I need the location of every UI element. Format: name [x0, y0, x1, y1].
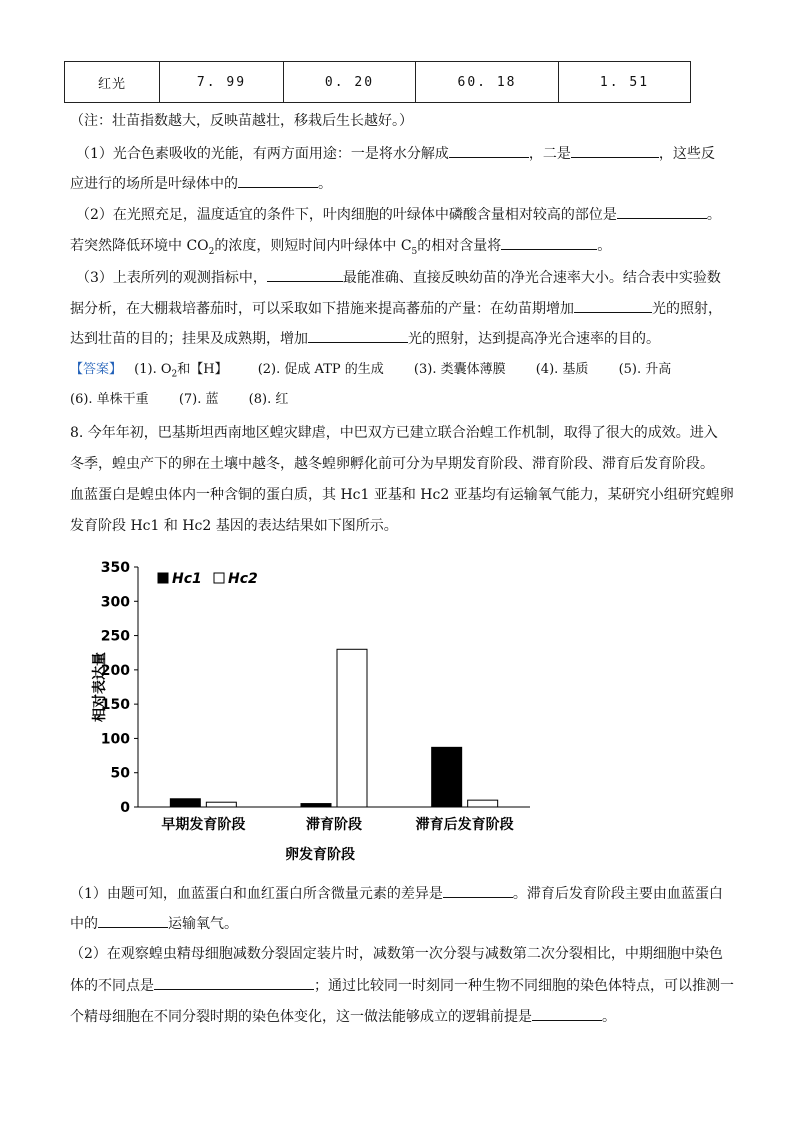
text: （2）在光照充足，温度适宜的条件下，叶肉细胞的叶绿体中磷酸含量相对较高的部位是 [76, 207, 617, 223]
text: ；通过比较同一时刻同一种生物不同细胞的染色体特点，可以推测一 [314, 978, 734, 994]
text: 。滞育后发育阶段主要由血蓝蛋白 [512, 886, 723, 902]
answer-blank[interactable] [532, 1006, 602, 1021]
answer-item: (2). 促成 ATP 的生成 [257, 362, 384, 377]
answer-blank[interactable] [443, 883, 513, 898]
x-axis-label: 卵发育阶段 [285, 847, 355, 863]
answer-blank[interactable] [501, 235, 597, 250]
question-8-line-1: 8. 今年年初，巴基斯坦西南地区蝗灾肆虐，中巴双方已建立联合治蝗工作机制，取得了很大的成效。进入 [70, 425, 718, 441]
text: 。 [706, 207, 721, 223]
subscript: 2 [208, 246, 215, 257]
bar-hc2 [337, 649, 367, 807]
y-tick-label: 0 [120, 800, 130, 816]
text: 中的 [70, 916, 98, 932]
text: （1）光合色素吸收的光能，有两方面用途：一是将水分解成 [76, 146, 449, 162]
text: 最能准确、直接反映幼苗的净光合速率大小。结合表中实验数 [342, 270, 721, 286]
text: 的相对含量将 [417, 238, 502, 254]
text: （3）上表所列的观测指标中， [76, 270, 267, 286]
answer-item: (4). 基质 [535, 362, 589, 377]
text: 。 [597, 238, 612, 254]
y-tick-label: 300 [100, 594, 130, 611]
x-tick-label: 滞育阶段 [306, 817, 362, 833]
y-tick-label: 150 [100, 697, 130, 714]
question-2-line-1 [76, 204, 721, 225]
legend-label: Hc1 [172, 571, 202, 587]
text: 应进行的场所是叶绿体中的 [70, 176, 238, 192]
answer-blank[interactable] [154, 975, 314, 990]
bar-hc1 [301, 804, 331, 807]
sub-question-1-line-2 [70, 913, 238, 934]
answer-item: (6). 单株干重 [70, 392, 149, 407]
answer-tag: 【答案】 [70, 362, 123, 377]
sub-question-2-line-1: （2）在观察蝗虫精母细胞减数分裂固定装片时，减数第一次分裂与减数第二次分裂相比，中期细胞中染色 [70, 946, 723, 962]
table-cell: 红光 [65, 62, 160, 103]
x-tick-label: 早期发育阶段 [161, 817, 246, 833]
answer-blank[interactable] [98, 913, 168, 928]
text: 据分析，在大棚栽培蕃茄时，可以采取如下措施来提高蕃茄的产量：在幼苗期增加 [70, 301, 574, 317]
legend-swatch [214, 573, 224, 583]
sub-question-1-line-1 [70, 883, 723, 904]
sub-question-2-line-3 [70, 1006, 616, 1027]
text: 若突然降低环境中 CO [70, 238, 209, 254]
text: 达到壮苗的目的；挂果及成熟期，增加 [70, 331, 308, 347]
question-8-line-4: 发育阶段 Hc1 和 Hc2 基因的表达结果如下图所示。 [70, 518, 398, 534]
question-1-line-1 [76, 143, 715, 164]
bar-hc1 [170, 799, 200, 807]
text: （1）由题可知，血蓝蛋白和血红蛋白所含微量元素的差异是 [70, 886, 443, 902]
answer-blank[interactable] [617, 204, 707, 219]
question-8-line-3: 血蓝蛋白是蝗虫体内一种含铜的蛋白质，其 Hc1 亚基和 Hc2 亚基均有运输氧气能力，某研究小组研究蝗卵 [70, 487, 734, 503]
bar-hc2 [206, 802, 236, 807]
text: 。 [318, 176, 332, 192]
text: 。 [602, 1009, 616, 1025]
legend-label: Hc2 [228, 571, 258, 587]
y-axis-label: 相对表达量 [92, 652, 108, 722]
answer-item: (8). 红 [248, 392, 289, 407]
text: 光的照射，达到提高净光合速率的目的。 [408, 331, 660, 347]
table-cell: 0. 20 [284, 62, 416, 103]
legend-swatch [158, 573, 168, 583]
answer-item: (5). 升高 [618, 362, 672, 377]
answer-blank[interactable] [574, 298, 652, 313]
table-cell: 60. 18 [416, 62, 559, 103]
table-row [65, 62, 691, 103]
question-3-line-3 [70, 328, 660, 349]
text: ，二是 [528, 146, 571, 162]
y-tick-label: 50 [110, 765, 130, 782]
text: ，这些反 [658, 146, 715, 162]
sub-question-2-line-2 [70, 975, 734, 996]
table-cell: 7. 99 [160, 62, 284, 103]
y-tick-label: 250 [100, 628, 130, 645]
table-cell: 1. 51 [559, 62, 691, 103]
y-tick-label: 200 [100, 662, 130, 679]
answer-item: (3). 类囊体薄膜 [413, 362, 506, 377]
question-2-line-2 [70, 235, 611, 262]
y-tick-label: 350 [100, 560, 130, 576]
y-tick-label: 100 [100, 731, 130, 748]
question-1-line-2 [70, 173, 332, 194]
text: 光的照射， [652, 301, 722, 317]
answer-item: (7). 蓝 [178, 392, 219, 407]
answer-blank[interactable] [267, 267, 343, 282]
results-table [64, 61, 691, 103]
text: 运输氧气。 [168, 916, 238, 932]
expression-bar-chart [90, 555, 550, 865]
answer-line-2 [70, 390, 288, 410]
table-note: （注：壮苗指数越大，反映苗越壮，移栽后生长越好。） [70, 113, 413, 129]
question-8-line-2: 冬季，蝗虫产下的卵在土壤中越冬，越冬蝗卵孵化前可分为早期发育阶段、滞育阶段、滞育后发育阶段。 [70, 456, 714, 472]
answer-blank[interactable] [238, 173, 318, 188]
text: 的浓度，则短时间内叶绿体中 C [214, 238, 412, 254]
text: 体的不同点是 [70, 978, 154, 994]
answer-blank[interactable] [449, 143, 529, 158]
answer-item: (1). $O_2$和【H】 [134, 362, 228, 380]
x-tick-label: 滞育后发育阶段 [415, 817, 514, 833]
bar-hc2 [468, 800, 498, 807]
question-3-line-1 [76, 267, 721, 288]
answer-blank[interactable] [308, 328, 408, 343]
subscript: 5 [411, 246, 418, 257]
bar-hc1 [432, 747, 462, 807]
question-3-line-2 [70, 298, 722, 319]
answer-blank[interactable] [571, 143, 659, 158]
answer-line-1 [70, 360, 671, 385]
text: 个精母细胞在不同分裂时期的染色体变化，这一做法能够成立的逻辑前提是 [70, 1009, 532, 1025]
